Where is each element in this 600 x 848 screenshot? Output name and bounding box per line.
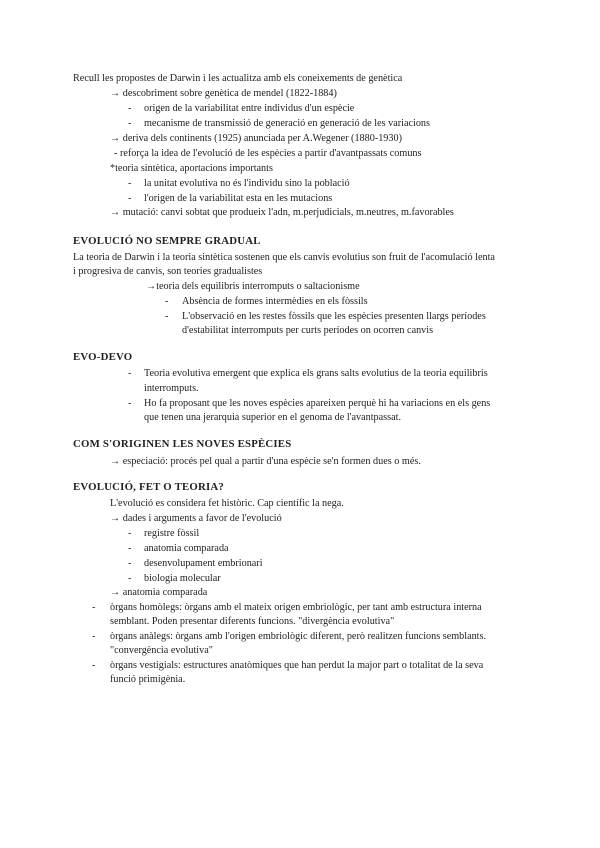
section-heading: EVO-DEVO bbox=[73, 351, 133, 363]
sub-item-continued: d'estabilitat interromputs per curts períodes on ocorren canvis bbox=[182, 325, 434, 336]
intro-line: Recull les propostes de Darwin i les actualitza amb els coneixements de genètica bbox=[73, 73, 403, 84]
dash-bullet-icon: - bbox=[128, 573, 132, 584]
dash-bullet-icon: - bbox=[128, 368, 132, 379]
arrow-item: →teoria dels equilibris interromputs o saltacionisme bbox=[146, 281, 360, 292]
dash-bullet-icon: - bbox=[128, 398, 132, 409]
dash-bullet-icon: - bbox=[128, 543, 132, 554]
list-item: òrgans homòlegs: òrgans amb el mateix origen embriològic, per tant amb estructura interna bbox=[110, 602, 482, 613]
list-item-continued: semblant. Poden presentar diferents funcions. "divergència evolutiva" bbox=[110, 616, 395, 627]
dash-bullet-icon: - bbox=[165, 296, 169, 307]
section-heading: COM S'ORIGINEN LES NOVES ESPÈCIES bbox=[73, 438, 292, 450]
sub-item: - reforça la idea de l'evolució de les espècies a partir d'avantpassats comuns bbox=[114, 148, 422, 159]
list-item-continued: funció primigènia. bbox=[110, 674, 186, 685]
dash-bullet-icon: - bbox=[128, 118, 132, 129]
list-item-continued: "convergència evolutiva" bbox=[110, 645, 213, 656]
synthetic-theory-line: *teoria sintètica, aportacions importants bbox=[110, 163, 273, 174]
arrow-item-mutation: → mutació: canvi sobtat que produeix l'adn, m.perjudicials, m.neutres, m.favorables bbox=[110, 207, 454, 218]
dash-bullet-icon: - bbox=[92, 660, 96, 671]
sub-item: L'observació en les restes fòssils que les espècies presenten llargs períodes bbox=[182, 311, 486, 322]
sub-item: desenvolupament embrionari bbox=[144, 558, 263, 569]
paragraph-line: La teoria de Darwin i la teoria sintètica sostenen que els canvis evolutius son fruit de l'acomulació lenta bbox=[73, 252, 495, 263]
paragraph-line: L'evolució es considera fet històric. Cap científic la nega. bbox=[110, 498, 344, 509]
arrow-item-genetics: → descobriment sobre genètica de mendel (1822-1884) bbox=[110, 88, 337, 99]
sub-item: registre fòssil bbox=[144, 528, 200, 539]
arrow-item-continents: → deriva dels continents (1925) anunciada per A.Wegener (1880-1930) bbox=[110, 133, 402, 144]
dash-bullet-icon: - bbox=[128, 103, 132, 114]
dash-bullet-icon: - bbox=[128, 528, 132, 539]
dash-bullet-icon: - bbox=[128, 558, 132, 569]
arrow-item: → especiació: procés pel qual a partir d'una espècie se'n formen dues o més. bbox=[110, 456, 421, 467]
sub-item: l'origen de la variabilitat esta en les mutacions bbox=[144, 193, 333, 204]
sub-item: mecanisme de transmissió de generació en generació de les variacions bbox=[144, 118, 430, 129]
dash-bullet-icon: - bbox=[92, 602, 96, 613]
sub-item: Absència de formes intermèdies en els fòssils bbox=[182, 296, 368, 307]
dash-bullet-icon: - bbox=[128, 178, 132, 189]
section-heading: EVOLUCIÓ NO SEMPRE GRADUAL bbox=[73, 235, 261, 247]
sub-item-continued: que tenen una jerarquia superior en el genoma de l'avantpassat. bbox=[144, 412, 401, 423]
sub-item-continued: interromputs. bbox=[144, 383, 199, 394]
dash-bullet-icon: - bbox=[128, 193, 132, 204]
sub-item: anatomia comparada bbox=[144, 543, 229, 554]
list-item: òrgans vestigials: estructures anatòmiques que han perdut la major part o totalitat de la seva bbox=[110, 660, 484, 671]
section-heading: EVOLUCIÓ, FET O TEORIA? bbox=[73, 481, 224, 493]
sub-item: origen de la variabilitat entre individus d'un espècie bbox=[144, 103, 355, 114]
sub-item: Teoria evolutiva emergent que explica els grans salts evolutius de la teoria equilibris bbox=[144, 368, 488, 379]
dash-bullet-icon: - bbox=[165, 311, 169, 322]
paragraph-line: i progresiva de canvis, son teories gradualistes bbox=[73, 266, 263, 277]
sub-item: biologia molecular bbox=[144, 573, 221, 584]
arrow-item: → anatomia comparada bbox=[110, 587, 208, 598]
list-item: òrgans anàlegs: òrgans amb l'origen embriològic diferent, però realitzen funcions semblants. bbox=[110, 631, 487, 642]
sub-item: Ho fa proposant que les noves espècies apareixen perquè hi ha variacions en els gens bbox=[144, 398, 491, 409]
arrow-item: → dades i arguments a favor de l'evolució bbox=[110, 513, 282, 524]
sub-item: la unitat evolutiva no és l'individu sino la població bbox=[144, 178, 350, 189]
dash-bullet-icon: - bbox=[92, 631, 96, 642]
